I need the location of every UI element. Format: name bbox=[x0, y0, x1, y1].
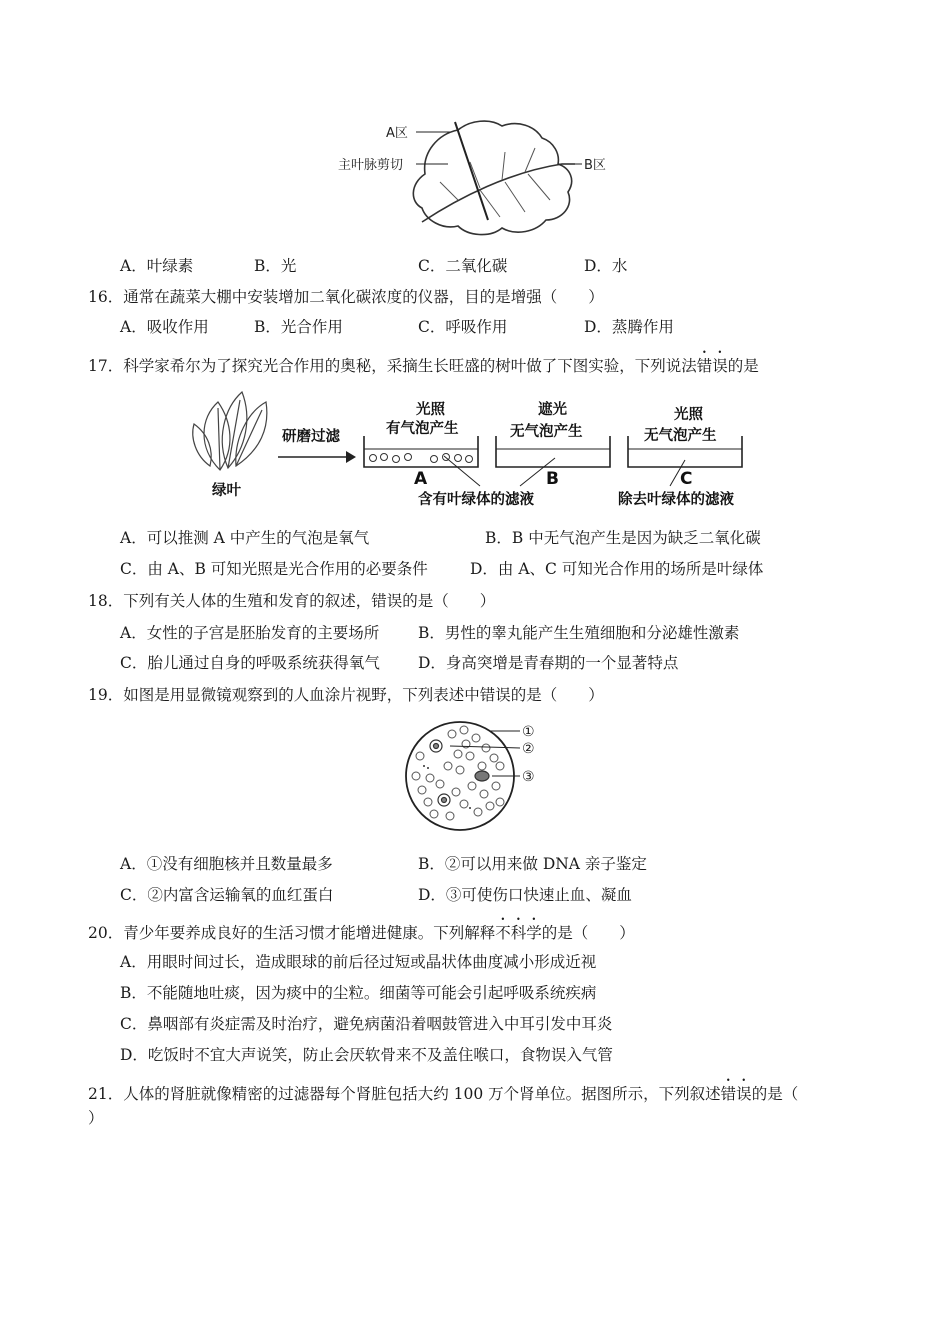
q15-option-d: D．水 bbox=[584, 257, 628, 275]
q17-stem-before: 17．科学家希尔为了探究光合作用的奥秘，采摘生长旺盛的树叶做了下图实验，下列说法 bbox=[88, 357, 697, 375]
q20-option-c: C．鼻咽部有炎症需及时治疗，避免病菌沿着咽鼓管进入中耳引发中耳炎 bbox=[120, 1015, 613, 1033]
leaf-cut-figure bbox=[330, 112, 620, 242]
beaker-a-sub: 有气泡产生 bbox=[386, 421, 459, 437]
beaker-a-top: 光照 bbox=[416, 402, 445, 418]
hill-experiment-figure bbox=[180, 378, 770, 518]
q19-option-b: B．②可以用来做 DNA 亲子鉴定 bbox=[418, 855, 647, 873]
q17-stem bbox=[88, 348, 759, 376]
q17-stem-after: 的是 bbox=[727, 357, 759, 375]
q20-option-b: B．不能随地吐痰，因为痰中的尘粒。细菌等可能会引起呼吸系统疾病 bbox=[120, 984, 597, 1002]
q21-stem-after: 的是（ bbox=[751, 1085, 799, 1103]
q17-option-b: B．B 中无气泡产生是因为缺乏二氧化碳 bbox=[485, 529, 761, 547]
blood-smear-figure bbox=[400, 716, 560, 836]
leaf-label-a: A区 bbox=[386, 126, 408, 141]
q20-stem-emphasis: 不科学 bbox=[495, 924, 542, 942]
leaves-drawing bbox=[193, 392, 267, 470]
leaf-outline bbox=[413, 121, 571, 235]
q16-option-b: B．光合作用 bbox=[254, 318, 343, 336]
q20-stem-before: 20．青少年要养成良好的生活习惯才能增进健康。下列解释 bbox=[88, 924, 496, 942]
leaf-label-b: B区 bbox=[584, 158, 606, 173]
q21-stem-emphasis: 错误 bbox=[720, 1085, 752, 1103]
smear-label-2: ② bbox=[522, 741, 535, 757]
beaker-b-top: 遮光 bbox=[538, 402, 567, 418]
q19-option-a: A．①没有细胞核并且数量最多 bbox=[120, 855, 333, 873]
q15-option-c: C．二氧化碳 bbox=[418, 257, 508, 275]
beaker-c-letter: C bbox=[680, 469, 693, 489]
q15-option-b: B．光 bbox=[254, 257, 297, 275]
q15-option-a: A．叶绿素 bbox=[120, 257, 194, 275]
leaf-label-cut: 主叶脉剪切 bbox=[338, 158, 404, 173]
q20-stem-after: 的是（ ） bbox=[541, 924, 635, 942]
q18-option-a: A．女性的子宫是胚胎发育的主要场所 bbox=[120, 624, 380, 642]
q17-stem-emphasis: 错误 bbox=[696, 357, 728, 375]
beaker-b-sub: 无气泡产生 bbox=[510, 424, 583, 440]
q18-option-d: D．身高突增是青春期的一个显著特点 bbox=[418, 654, 679, 672]
beaker-c-sub: 无气泡产生 bbox=[644, 428, 717, 444]
q21-stem bbox=[88, 1076, 798, 1104]
beaker-c-top: 光照 bbox=[674, 407, 703, 423]
q21-stem-before: 21．人体的肾脏就像精密的过滤器每个肾脏包括大约 100 万个肾单位。据图所示，下列叙述 bbox=[88, 1085, 721, 1103]
q16-option-c: C．呼吸作用 bbox=[418, 318, 508, 336]
beaker-b-letter: B bbox=[546, 469, 559, 489]
q20-stem bbox=[88, 915, 635, 943]
leaf-label: 绿叶 bbox=[212, 483, 241, 499]
q19-stem: 19．如图是用显微镜观察到的人血涂片视野，下列表述中错误的是（ ） bbox=[88, 686, 604, 704]
q16-option-d: D．蒸腾作用 bbox=[584, 318, 674, 336]
q16-option-a: A．吸收作用 bbox=[120, 318, 209, 336]
label-c-filtrate: 除去叶绿体的滤液 bbox=[618, 492, 734, 508]
q21-stem-line2: ） bbox=[88, 1109, 104, 1127]
q19-option-c: C．②内富含运输氧的血红蛋白 bbox=[120, 886, 334, 904]
label-ab-filtrate: 含有叶绿体的滤液 bbox=[418, 492, 534, 508]
beaker-a-letter: A bbox=[414, 469, 428, 489]
smear-label-3: ③ bbox=[522, 769, 535, 785]
q20-option-a: A．用眼时间过长，造成眼球的前后径过短或晶状体曲度减小形成近视 bbox=[120, 953, 597, 971]
q16-stem: 16．通常在蔬菜大棚中安装增加二氧化碳浓度的仪器，目的是增强（ ） bbox=[88, 288, 604, 306]
q20-option-d: D．吃饭时不宜大声说笑，防止会厌软骨来不及盖住喉口，食物误入气管 bbox=[120, 1046, 613, 1064]
q17-option-a: A．可以推测 A 中产生的气泡是氧气 bbox=[120, 529, 370, 547]
arrow-label: 研磨过滤 bbox=[282, 429, 340, 445]
q18-option-b: B．男性的睾丸能产生生殖细胞和分泌雄性激素 bbox=[418, 624, 740, 642]
q17-option-d: D．由 A、C 可知光合作用的场所是叶绿体 bbox=[470, 560, 764, 578]
q18-option-c: C．胎儿通过自身的呼吸系统获得氧气 bbox=[120, 654, 380, 672]
q17-option-c: C．由 A、B 可知光照是光合作用的必要条件 bbox=[120, 560, 428, 578]
q18-stem: 18．下列有关人体的生殖和发育的叙述，错误的是（ ） bbox=[88, 592, 496, 610]
q19-option-d: D．③可使伤口快速止血、凝血 bbox=[418, 886, 632, 904]
smear-label-1: ① bbox=[522, 724, 535, 740]
